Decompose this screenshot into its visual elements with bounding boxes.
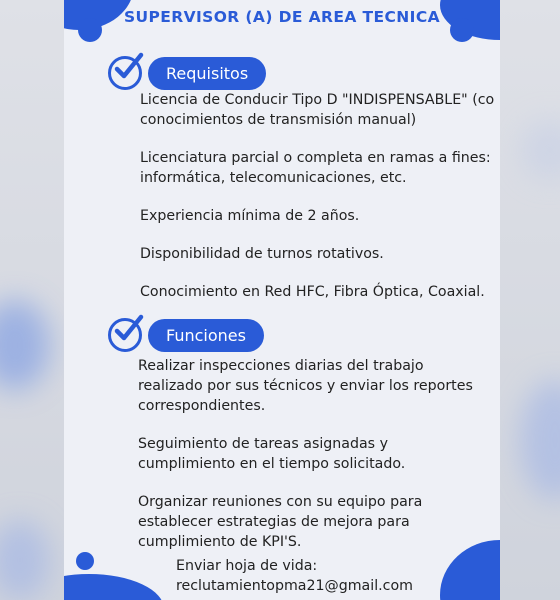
requisitos-pill: Requisitos bbox=[148, 57, 266, 90]
funciones-list bbox=[138, 356, 473, 552]
list-item: Seguimiento de tareas asignadas y bbox=[138, 436, 388, 452]
contact-label: Enviar hoja de vida: bbox=[176, 558, 318, 574]
list-item: Organizar reuniones con su equipo para bbox=[138, 494, 423, 510]
list-item: Licencia de Conducir Tipo D "INDISPENSABLE" (co bbox=[140, 92, 495, 108]
check-circle-icon bbox=[108, 318, 142, 352]
list-item: informática, telecomunicaciones, etc. bbox=[140, 170, 407, 186]
list-item: establecer estrategias de mejora para bbox=[138, 514, 410, 530]
list-item: realizado por sus técnicos y enviar los reportes bbox=[138, 378, 473, 394]
list-item: cumplimiento en el tiempo solicitado. bbox=[138, 456, 406, 472]
requisitos-header bbox=[108, 56, 266, 90]
poster-title: SUPERVISOR (A) DE AREA TECNICA bbox=[123, 8, 441, 26]
list-item: Conocimiento en Red HFC, Fibra Óptica, Coaxial. bbox=[140, 284, 485, 300]
contact-block bbox=[176, 556, 413, 596]
funciones-pill: Funciones bbox=[148, 319, 264, 352]
job-poster bbox=[64, 0, 500, 600]
list-item: Licenciatura parcial o completa en ramas a fines: bbox=[140, 150, 491, 166]
list-item: correspondientes. bbox=[138, 398, 266, 414]
list-item: conocimientos de transmisión manual) bbox=[140, 112, 417, 128]
list-item: Realizar inspecciones diarias del trabajo bbox=[138, 358, 424, 374]
list-item: cumplimiento de KPI'S. bbox=[138, 534, 302, 550]
contact-email: reclutamientopma21@gmail.com bbox=[176, 578, 413, 594]
list-item: Disponibilidad de turnos rotativos. bbox=[140, 246, 384, 262]
check-circle-icon bbox=[108, 56, 142, 90]
decor-dot bbox=[76, 552, 94, 570]
decor-blob-bottom-left bbox=[64, 574, 164, 600]
requisitos-list bbox=[140, 90, 494, 302]
blurred-backdrop-right bbox=[500, 0, 560, 600]
list-item: Experiencia mínima de 2 años. bbox=[140, 208, 360, 224]
funciones-header bbox=[108, 318, 264, 352]
